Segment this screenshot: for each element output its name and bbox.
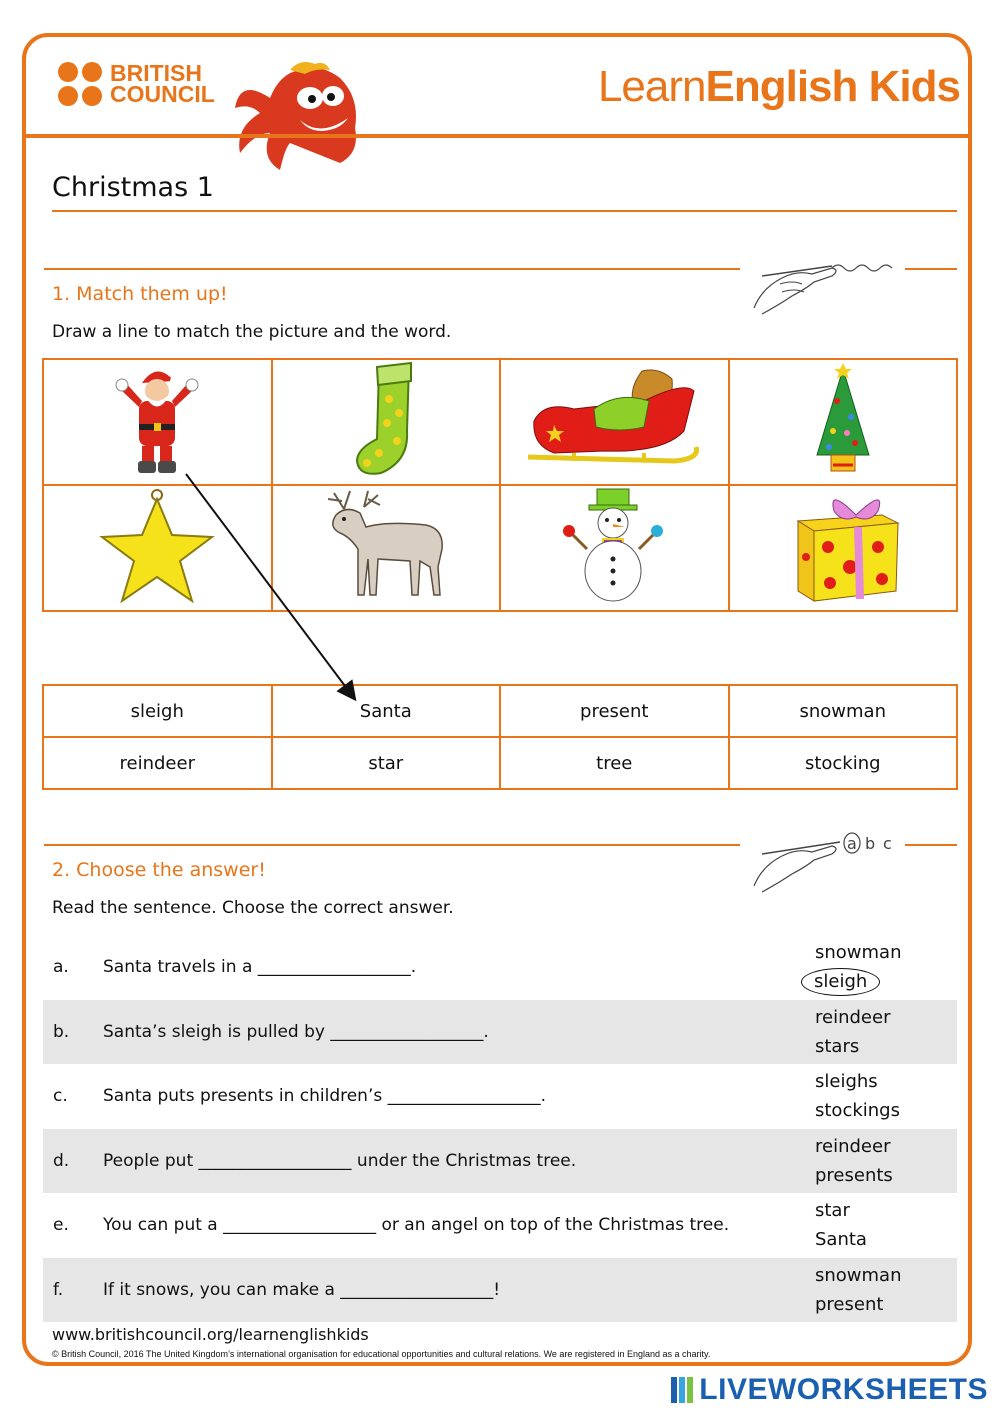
question-text: If it snows, you can make a __________________! bbox=[103, 1279, 501, 1300]
question-letter: e. bbox=[53, 1215, 69, 1236]
word-cell[interactable]: Santa bbox=[272, 685, 501, 737]
picture-reindeer[interactable] bbox=[272, 485, 501, 611]
hand-drawing-icon bbox=[752, 248, 902, 318]
bc-line1: BRITISH bbox=[110, 60, 202, 86]
question-text: You can put a __________________ or an angel on top of the Christmas tree. bbox=[103, 1215, 730, 1236]
section1-instruction: Draw a line to match the picture and the word. bbox=[52, 322, 452, 342]
picture-tree[interactable] bbox=[729, 359, 958, 485]
question-letter: c. bbox=[53, 1086, 68, 1107]
section2-rule-right bbox=[905, 844, 957, 846]
question-list bbox=[43, 935, 957, 1322]
liveworksheets-text: LIVEWORKSHEETS bbox=[699, 1373, 988, 1406]
lek-kids: Kids bbox=[868, 62, 960, 111]
answer-option[interactable]: presents bbox=[815, 1164, 893, 1186]
word-cell[interactable]: tree bbox=[500, 737, 729, 789]
question-letter: d. bbox=[53, 1150, 70, 1171]
word-cell[interactable]: present bbox=[500, 685, 729, 737]
words-grid bbox=[42, 684, 958, 790]
reindeer-icon bbox=[316, 487, 456, 605]
bc-line2: COUNCIL bbox=[110, 81, 215, 107]
question-row-a bbox=[43, 935, 957, 1000]
section2-heading: 2. Choose the answer! bbox=[52, 859, 266, 881]
answer-options bbox=[815, 1003, 890, 1061]
picture-snowman[interactable] bbox=[500, 485, 729, 611]
answer-option[interactable]: Santa bbox=[815, 1229, 867, 1250]
question-text: Santa’s sleigh is pulled by __________________. bbox=[103, 1021, 489, 1042]
section2-instruction: Read the sentence. Choose the correct answer. bbox=[52, 898, 454, 918]
question-row-c bbox=[43, 1064, 957, 1129]
answer-option[interactable]: sleighs bbox=[815, 1071, 878, 1092]
learnenglish-kids-logo bbox=[598, 62, 960, 112]
footer-copyright: © British Council, 2016 The United Kingdom’s international organisation for educational opportunities and cultural relations. We are registered in England as a charity. bbox=[52, 1349, 711, 1359]
hand-choosing-icon bbox=[752, 822, 902, 894]
answer-option[interactable]: reindeer bbox=[815, 1135, 891, 1157]
answer-option[interactable]: present bbox=[815, 1293, 884, 1315]
stocking-icon bbox=[351, 361, 421, 479]
answer-options bbox=[815, 1196, 867, 1254]
footer-url: www.britishcouncil.org/learnenglishkids bbox=[52, 1325, 369, 1344]
answer-options bbox=[815, 938, 902, 996]
answer-option-selected[interactable]: sleigh bbox=[801, 968, 880, 996]
lek-learn: Learn bbox=[597, 62, 706, 111]
title-underline bbox=[52, 210, 957, 212]
question-letter: b. bbox=[53, 1021, 70, 1042]
answer-option[interactable]: star bbox=[815, 1200, 850, 1221]
question-row-e bbox=[43, 1193, 957, 1258]
header-divider bbox=[26, 134, 972, 138]
section1-rule-right bbox=[905, 268, 957, 270]
question-letter: a. bbox=[53, 957, 69, 978]
section1-heading: 1. Match them up! bbox=[52, 283, 228, 305]
liveworksheets-logo-icon bbox=[671, 1377, 693, 1403]
answer-options bbox=[815, 1067, 900, 1125]
picture-santa[interactable] bbox=[43, 359, 272, 485]
monster-mascot-icon bbox=[230, 58, 365, 176]
word-cell[interactable]: star bbox=[272, 737, 501, 789]
british-council-logo bbox=[58, 62, 215, 106]
word-cell[interactable]: reindeer bbox=[43, 737, 272, 789]
pictures-grid bbox=[42, 358, 958, 612]
picture-star[interactable] bbox=[43, 485, 272, 611]
question-row-b bbox=[43, 1000, 957, 1065]
section2-rule-left bbox=[44, 844, 740, 846]
answer-option[interactable]: stockings bbox=[815, 1100, 900, 1121]
picture-stocking[interactable] bbox=[272, 359, 501, 485]
question-text: People put __________________ under the Christmas tree. bbox=[103, 1150, 577, 1171]
picture-sleigh[interactable] bbox=[500, 359, 729, 485]
british-council-dots-icon bbox=[58, 62, 102, 106]
hand-letter-a: a bbox=[847, 834, 857, 853]
present-icon bbox=[778, 487, 908, 605]
answer-option[interactable]: stars bbox=[815, 1035, 860, 1057]
christmas-tree-icon bbox=[803, 361, 883, 479]
answer-option[interactable]: reindeer bbox=[815, 1006, 891, 1028]
answer-option[interactable]: snowman bbox=[815, 1264, 902, 1286]
hand-letter-c: c bbox=[883, 834, 892, 853]
answer-options bbox=[815, 1132, 893, 1190]
question-text: Santa puts presents in children’s __________________. bbox=[103, 1086, 547, 1107]
page-title: Christmas 1 bbox=[52, 172, 214, 203]
question-row-f bbox=[43, 1258, 957, 1323]
question-row-d bbox=[43, 1129, 957, 1194]
santa-icon bbox=[112, 361, 202, 479]
liveworksheets-watermark bbox=[671, 1373, 988, 1407]
star-icon bbox=[92, 487, 222, 605]
sleigh-icon bbox=[524, 361, 704, 479]
snowman-icon bbox=[559, 487, 669, 605]
word-cell[interactable]: sleigh bbox=[43, 685, 272, 737]
word-cell[interactable]: snowman bbox=[729, 685, 958, 737]
hand-letter-b: b bbox=[865, 834, 876, 853]
question-letter: f. bbox=[53, 1279, 64, 1300]
section1-rule-left bbox=[44, 268, 740, 270]
lek-english: English bbox=[705, 62, 858, 111]
answer-options bbox=[815, 1261, 902, 1319]
word-cell[interactable]: stocking bbox=[729, 737, 958, 789]
answer-option[interactable]: snowman bbox=[815, 942, 902, 963]
picture-present[interactable] bbox=[729, 485, 958, 611]
question-text: Santa travels in a __________________. bbox=[103, 957, 417, 978]
